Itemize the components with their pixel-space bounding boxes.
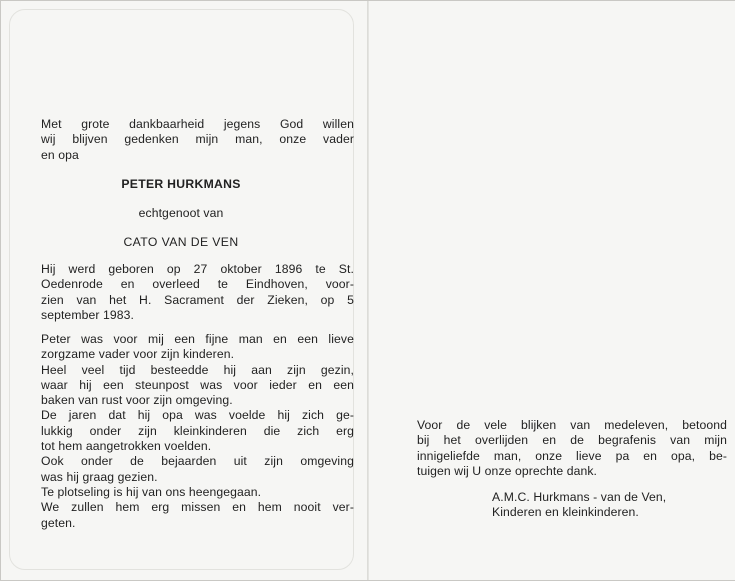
intro-text [41, 117, 354, 163]
thanks-line: innigeliefde man, onze lieve pa en opa, be- [417, 448, 727, 463]
signature [492, 490, 712, 521]
intro-line: en opa [41, 147, 79, 162]
tribute-line: Ook onder de bejaarden uit zijn omgeving [41, 454, 354, 469]
life-details-line: Oedenrode en overleed te Eindhoven, voor- [41, 277, 354, 292]
right-panel [369, 1, 735, 580]
life-details-line: zien van het H. Sacrament der Zieken, op 5 [41, 292, 354, 307]
tribute-line: baken van rust voor zijn omgeving. [41, 393, 233, 408]
thanks-line: Voor de vele blijken van medeleven, betoond [417, 418, 727, 432]
thanks-text [417, 418, 727, 479]
life-details-line: september 1983. [41, 307, 134, 322]
tribute-line: was hij graag gezien. [41, 469, 158, 484]
tribute-line: We zullen hem erg missen en hem nooit ver- [41, 500, 354, 515]
tribute-line: Heel veel tijd besteedde hij aan zijn gezin, [41, 362, 354, 377]
signature-line: Kinderen en kleinkinderen. [492, 505, 639, 520]
tribute-line: zorgzame vader voor zijn kinderen. [41, 347, 235, 362]
intro-line: Met grote dankbaarheid jegens God willen [41, 117, 354, 131]
life-details [41, 262, 354, 323]
tribute-line: Te plotseling is hij van ons heengegaan. [41, 484, 262, 499]
tribute-line: De jaren dat hij opa was voelde hij zich ge- [41, 408, 354, 423]
thanks-line: bij het overlijden en de begrafenis van mijn [417, 433, 727, 448]
left-panel [1, 1, 368, 580]
tribute-line: lukkig onder zijn kleinkinderen die zich erg [41, 423, 354, 438]
spouse-name: CATO VAN DE VEN [123, 235, 239, 249]
deceased-name: PETER HURKMANS [121, 177, 241, 191]
tribute-text [41, 332, 354, 531]
life-details-line: Hij werd geboren op 27 oktober 1896 te St. [41, 262, 354, 276]
intro-line: wij blijven gedenken mijn man, onze vader [41, 132, 354, 147]
tribute-line: waar hij een steunpost was voor ieder en een [41, 377, 354, 392]
tribute-line: Peter was voor mij een fijne man en een lieve [41, 332, 354, 346]
tribute-line: geten. [41, 515, 76, 530]
spouse-label: echtgenoot van [138, 206, 224, 220]
signature-line: A.M.C. Hurkmans - van de Ven, [492, 490, 667, 504]
thanks-line: tuigen wij U onze oprechte dank. [417, 463, 598, 478]
tribute-line: tot hem aangetrokken voelden. [41, 439, 212, 454]
